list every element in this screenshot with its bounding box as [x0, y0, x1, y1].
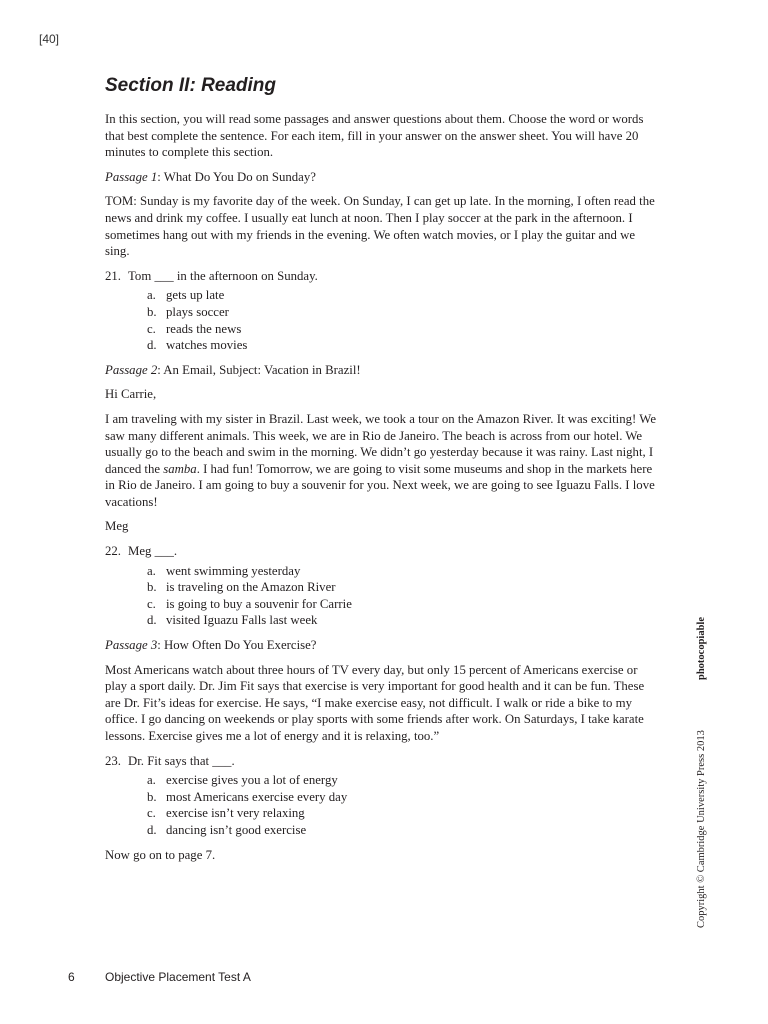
option-letter: b. [147, 304, 157, 319]
question-22 [105, 543, 661, 560]
question-22-option-d [147, 612, 661, 629]
option-text: most Americans exercise every day [166, 789, 348, 804]
question-23 [105, 753, 661, 770]
option-text: exercise gives you a lot of energy [166, 773, 338, 788]
passage-1-text: TOM: Sunday is my favorite day of the week. On Sunday, I can get up late. In the morning, I often read the news and drink my coffee. I usually eat lunch at noon. Then I play soccer at the park in the afternoon. I sometimes hang out with my friends in the evening. We often watch movies, or I play the guitar and we sing. [105, 194, 655, 259]
option-letter: a. [147, 288, 156, 303]
section-intro: In this section, you will read some passages and answer questions about them. Choose the word or words that best complete the sentence. For each item, fill in your answer on the answer sheet. You will have 20 minutes to complete this section. [105, 112, 644, 160]
question-21-option-b [147, 304, 661, 321]
passage-3-label: Passage 3 [105, 638, 158, 653]
question-21-option-d [147, 337, 661, 354]
option-letter: b. [147, 580, 157, 595]
question-22-stem: Meg ___. [128, 544, 178, 559]
question-23-option-b [147, 789, 661, 806]
question-21-option-c [147, 321, 661, 338]
page-number: 6 [68, 970, 75, 984]
option-letter: c. [147, 321, 156, 336]
option-letter: c. [147, 806, 156, 821]
option-text: plays soccer [166, 304, 229, 319]
option-text: dancing isn’t good exercise [166, 822, 307, 837]
option-text: visited Iguazu Falls last week [166, 613, 318, 628]
page-code: [40] [39, 32, 60, 46]
passage-2-title: : An Email, Subject: Vacation in Brazil! [157, 362, 361, 377]
passage-2-heading [105, 362, 661, 379]
passage-3-title: : How Often Do You Exercise? [157, 638, 317, 653]
option-letter: a. [147, 563, 156, 578]
option-letter: d. [147, 338, 157, 353]
question-21-option-a [147, 287, 661, 304]
question-23-stem: Dr. Fit says that ___. [128, 753, 235, 768]
option-text: watches movies [166, 338, 248, 353]
passage-3-text: Most Americans watch about three hours of TV every day, but only 15 percent of Americans exercise or play a sport daily. Dr. Jim Fit says that exercise is very important for good health and it can be fun. These are Dr. Fit’s ideas for exercise. He says, “I make exercise easy, not difficult. I walk or ride a bike to my office. I go dancing on weekends or play sports with some friends after work. On Saturdays, I take karate lessons. Exercise gives me a lot of energy and it is relaxing, too.” [105, 662, 645, 743]
question-23-options [105, 772, 661, 838]
option-text: gets up late [166, 288, 225, 303]
copyright-notice: Copyright © Cambridge University Press 2013 [696, 730, 707, 928]
question-23-option-d [147, 822, 661, 839]
passage-2-greeting: Hi Carrie, [105, 387, 157, 402]
passage-1-title: : What Do You Do on Sunday? [157, 169, 316, 184]
footer-title: Objective Placement Test A [105, 970, 251, 984]
question-21-stem: Tom ___ in the afternoon on Sunday. [128, 268, 318, 283]
option-text: is going to buy a souvenir for Carrie [166, 596, 352, 611]
option-letter: d. [147, 822, 157, 837]
passage-1-heading [105, 169, 661, 186]
option-text: exercise isn’t very relaxing [166, 806, 305, 821]
passage-1-label: Passage 1 [105, 169, 158, 184]
option-letter: c. [147, 596, 156, 611]
option-letter: a. [147, 773, 156, 788]
passage-2-text-part-2: . I had fun! Tomorrow, we are going to visit some museums and shop in the markets here in Rio de Janeiro. I am going to buy a souvenir for you. Next week, we are going to see Iguazu Falls. I love vacations! [105, 461, 655, 509]
question-21 [105, 268, 661, 285]
passage-3-heading [105, 637, 661, 654]
option-text: went swimming yesterday [166, 563, 301, 578]
samba-word: samba [163, 461, 197, 476]
main-content [105, 74, 661, 871]
passage-2-text [105, 411, 661, 511]
section-title: Section II: Reading [105, 75, 277, 96]
passage-2-text-part-1: I am traveling with my sister in Brazil. Last week, we took a tour on the Amazon River. It was exciting! We saw many different animals. This week, we are in Rio de Janeiro. The beach is across from our hotel. We usually go to the beach and swim in the morning. We didn’t go yesterday because it was rainy. Last night, I danced the [105, 411, 656, 476]
closing-instruction: Now go on to page 7. [105, 847, 216, 862]
question-23-option-c [147, 805, 661, 822]
option-text: is traveling on the Amazon River [166, 580, 336, 595]
option-letter: b. [147, 789, 157, 804]
photocopiable-label: photocopiable [696, 616, 707, 680]
option-text: reads the news [166, 321, 242, 336]
question-21-options [105, 287, 661, 353]
passage-2-signature: Meg [105, 519, 129, 534]
question-23-option-a [147, 772, 661, 789]
passage-2-label: Passage 2 [105, 362, 158, 377]
question-22-option-a [147, 563, 661, 580]
question-22-options [105, 563, 661, 629]
option-letter: d. [147, 613, 157, 628]
question-21-number: 21. [105, 268, 121, 283]
question-22-option-b [147, 579, 661, 596]
question-22-option-c [147, 596, 661, 613]
question-23-number: 23. [105, 753, 121, 768]
question-22-number: 22. [105, 544, 121, 559]
